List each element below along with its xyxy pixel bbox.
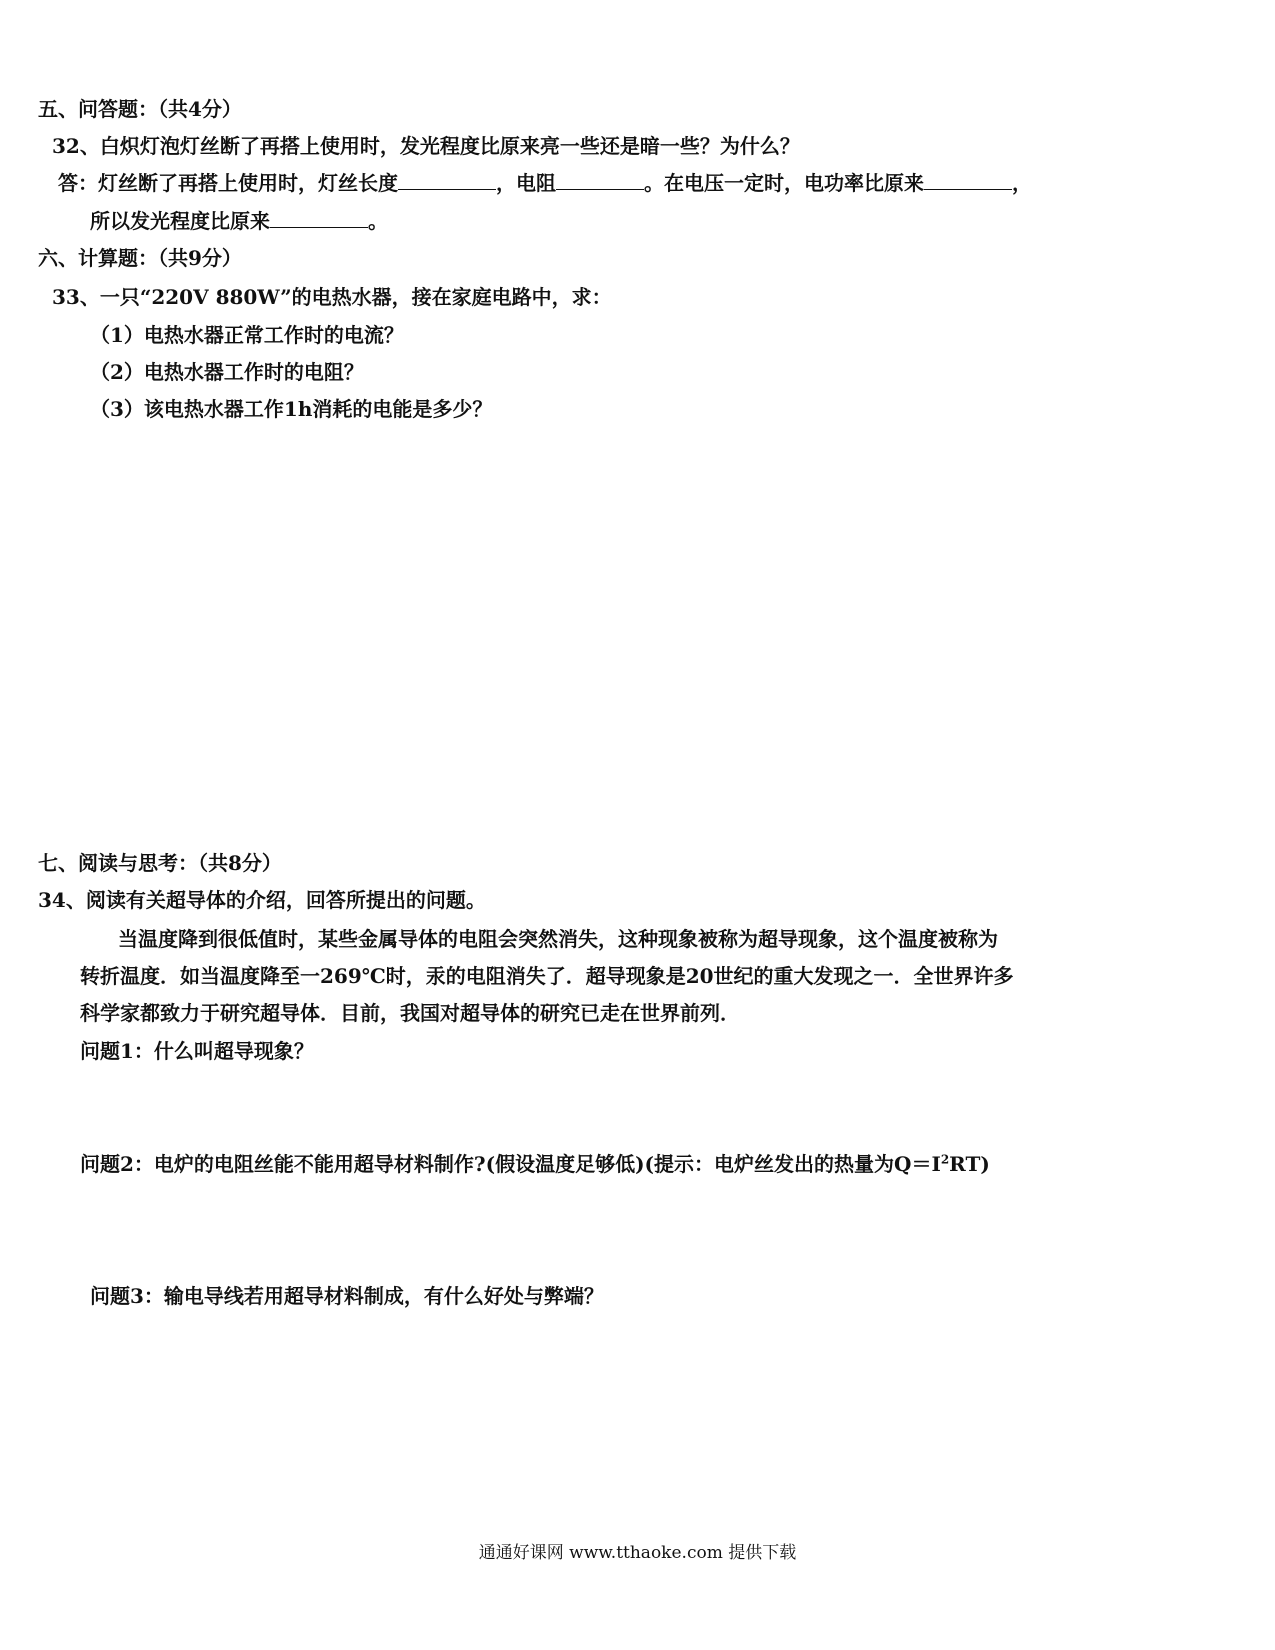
q32-answer-text-4: ， — [1012, 171, 1032, 195]
q32-answer-text-5: 所以发光程度比原来 — [90, 209, 270, 233]
page-footer: 通通好课网 www.tthaoke.com 提供下载 — [478, 1543, 797, 1563]
answer-blank-resistance[interactable] — [556, 171, 644, 190]
answer-blank-power[interactable] — [924, 171, 1012, 190]
q33-sub2: （2）电热水器工作时的电阻？ — [90, 360, 364, 384]
section7-heading: 七、阅读与思考：（共8分） — [38, 851, 282, 875]
q32-answer-text-2: ，电阻 — [496, 171, 556, 195]
q34-problem3: 问题3：输电导线若用超导材料制成，有什么好处与弊端？ — [90, 1284, 604, 1308]
q34-problem2-text-end: RT) — [949, 1152, 990, 1176]
q34-problem2 — [80, 1151, 990, 1177]
q32-answer-line1 — [58, 170, 1032, 196]
section5-heading: 五、问答题：（共4分） — [38, 97, 242, 121]
q34-problem2-text: 问题2：电炉的电阻丝能不能用超导材料制作?(假设温度足够低)(提示：电炉丝发出的热量为Q＝I — [80, 1152, 941, 1176]
q34-problem2-superscript: 2 — [940, 1152, 950, 1167]
q33-sub1: （1）电热水器正常工作时的电流？ — [90, 323, 404, 347]
q33-sub3: （3）该电热水器工作1h消耗的电能是多少？ — [90, 397, 493, 421]
q32-answer-line2 — [90, 208, 388, 234]
section6-heading: 六、计算题：（共9分） — [38, 246, 242, 270]
q34-passage-line2: 转折温度．如当温度降至一269℃时，汞的电阻消失了．超导现象是20世纪的重大发现之一．全世界许多 — [80, 964, 1014, 988]
q34-intro: 34、阅读有关超导体的介绍，回答所提出的问题。 — [38, 888, 486, 912]
answer-blank-brightness[interactable] — [270, 209, 368, 228]
q34-problem1: 问题1：什么叫超导现象？ — [80, 1039, 314, 1063]
q32-answer-text-6: 。 — [368, 209, 388, 233]
q32-answer-text-1: 答：灯丝断了再搭上使用时，灯丝长度 — [58, 171, 398, 195]
q33-question: 33、一只“220V 880W”的电热水器，接在家庭电路中，求： — [52, 285, 612, 309]
answer-blank-length[interactable] — [398, 171, 496, 190]
q32-question: 32、白炽灯泡灯丝断了再搭上使用时，发光程度比原来亮一些还是暗一些？为什么？ — [52, 134, 800, 158]
q34-passage-line3: 科学家都致力于研究超导体．目前，我国对超导体的研究已走在世界前列． — [80, 1001, 740, 1025]
q32-answer-text-3: 。在电压一定时，电功率比原来 — [644, 171, 924, 195]
q34-passage-line1: 当温度降到很低值时，某些金属导体的电阻会突然消失，这种现象被称为超导现象，这个温度被称为 — [118, 927, 998, 951]
